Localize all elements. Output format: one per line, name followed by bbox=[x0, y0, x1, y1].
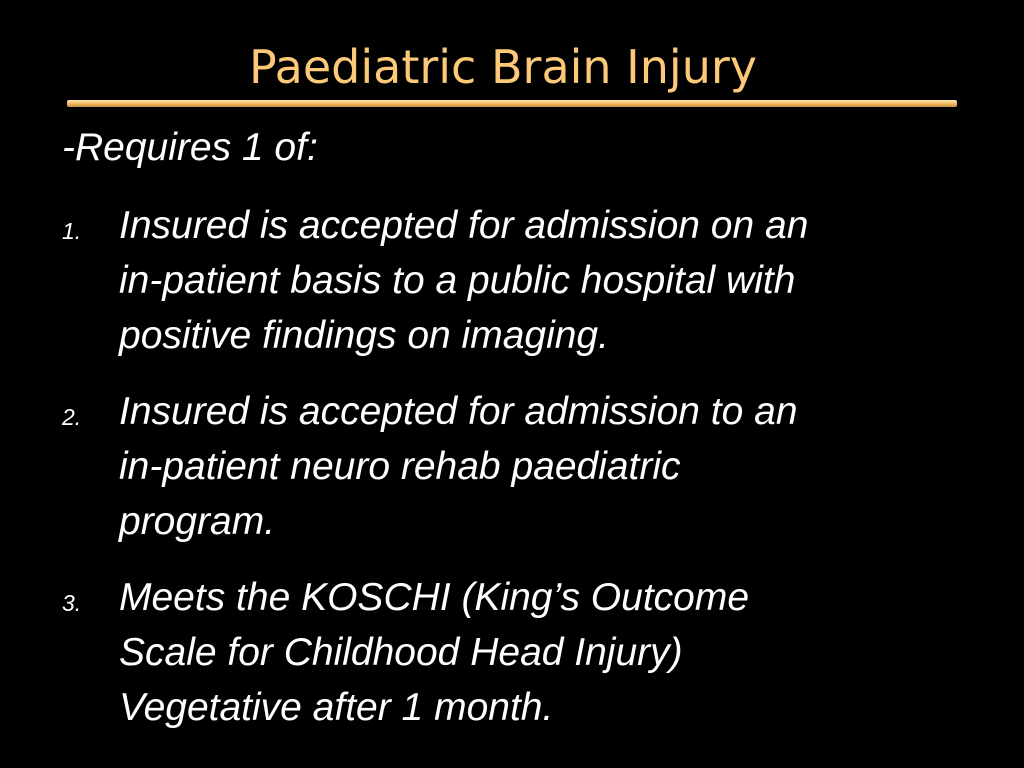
list-line: program. bbox=[119, 500, 276, 543]
list-line: Vegetative after 1 month. bbox=[119, 686, 554, 729]
list-line: in-patient neuro rehab paediatric bbox=[119, 445, 681, 488]
list-text bbox=[119, 384, 798, 549]
list-line: in-patient basis to a public hospital with bbox=[119, 259, 796, 302]
list-text bbox=[119, 570, 749, 735]
list-line: positive findings on imaging. bbox=[119, 314, 609, 357]
list-line: Insured is accepted for admission to an bbox=[119, 390, 798, 433]
list-number: 1. bbox=[62, 218, 82, 244]
list-line: Insured is accepted for admission on an bbox=[119, 204, 809, 247]
list-text bbox=[119, 198, 808, 363]
list-line: Meets the KOSCHI (King’s Outcome bbox=[119, 576, 750, 619]
slide-title: Paediatric Brain Injury bbox=[249, 40, 757, 94]
list-number: 3. bbox=[62, 590, 82, 616]
intro-text: -Requires 1 of: bbox=[62, 126, 318, 169]
list-line: Scale for Childhood Head Injury) bbox=[119, 631, 683, 674]
list-number: 2. bbox=[62, 404, 82, 430]
title-underline bbox=[67, 100, 957, 107]
